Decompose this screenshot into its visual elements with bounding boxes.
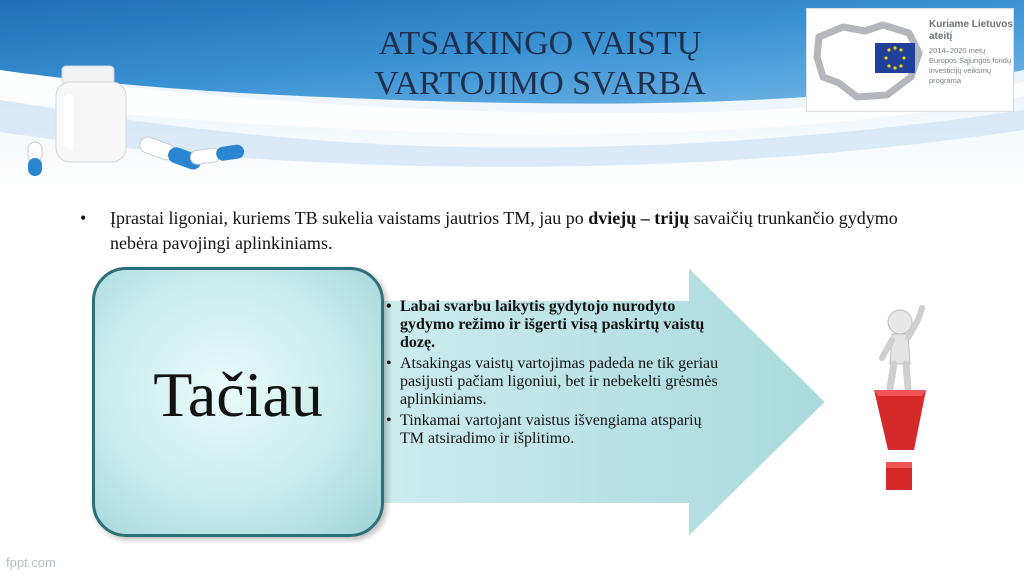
intro-text-part2: savaičių trunkančio gydymo nebėra pavojingi aplinkiniams. xyxy=(110,208,898,253)
point-text: Labai svarbu laikytis gydytojo nurodyto gydymo režimo ir išgerti visą paskirtų vaistų dozę. xyxy=(400,298,705,351)
exclamation-figure-icon xyxy=(860,300,940,500)
bullet-dot: • xyxy=(386,298,392,315)
logo-title: Kuriame Lietuvos ateitį xyxy=(929,19,1013,42)
logo-subtitle: 2014–2020 metų Europos Sąjungos fondų investicijų veiksmų programa xyxy=(929,46,1012,85)
list-item xyxy=(384,412,724,448)
title-line-1: ATSAKINGO VAISTŲ xyxy=(378,25,702,62)
taciau-word: Tačiau xyxy=(153,359,323,430)
title-line-2: VARTOJIMO SVARBA xyxy=(374,65,706,102)
bullet-dot: • xyxy=(386,355,392,372)
key-points-list xyxy=(384,298,724,451)
list-item xyxy=(384,298,724,352)
intro-bullet-dot: • xyxy=(80,208,87,228)
bullet-dot: • xyxy=(386,412,392,429)
intro-text-part1: Įprastai ligoniai, kuriems TB sukelia vaistams jautrios TM, jau po xyxy=(110,208,589,228)
point-text: Tinkamai vartojant vaistus išvengiama atsparių TM atsiradimo ir išplitimo. xyxy=(400,412,702,447)
intro-text-bold: dviejų – trijų xyxy=(588,208,690,228)
footer-watermark: fppt.com xyxy=(6,555,56,570)
point-text: Atsakingas vaistų vartojimas padeda ne tik geriau pasijusti pačiam ligoniui, bet ir nebekelti grėsmės aplinkiniams. xyxy=(400,355,719,408)
list-item xyxy=(384,355,724,409)
